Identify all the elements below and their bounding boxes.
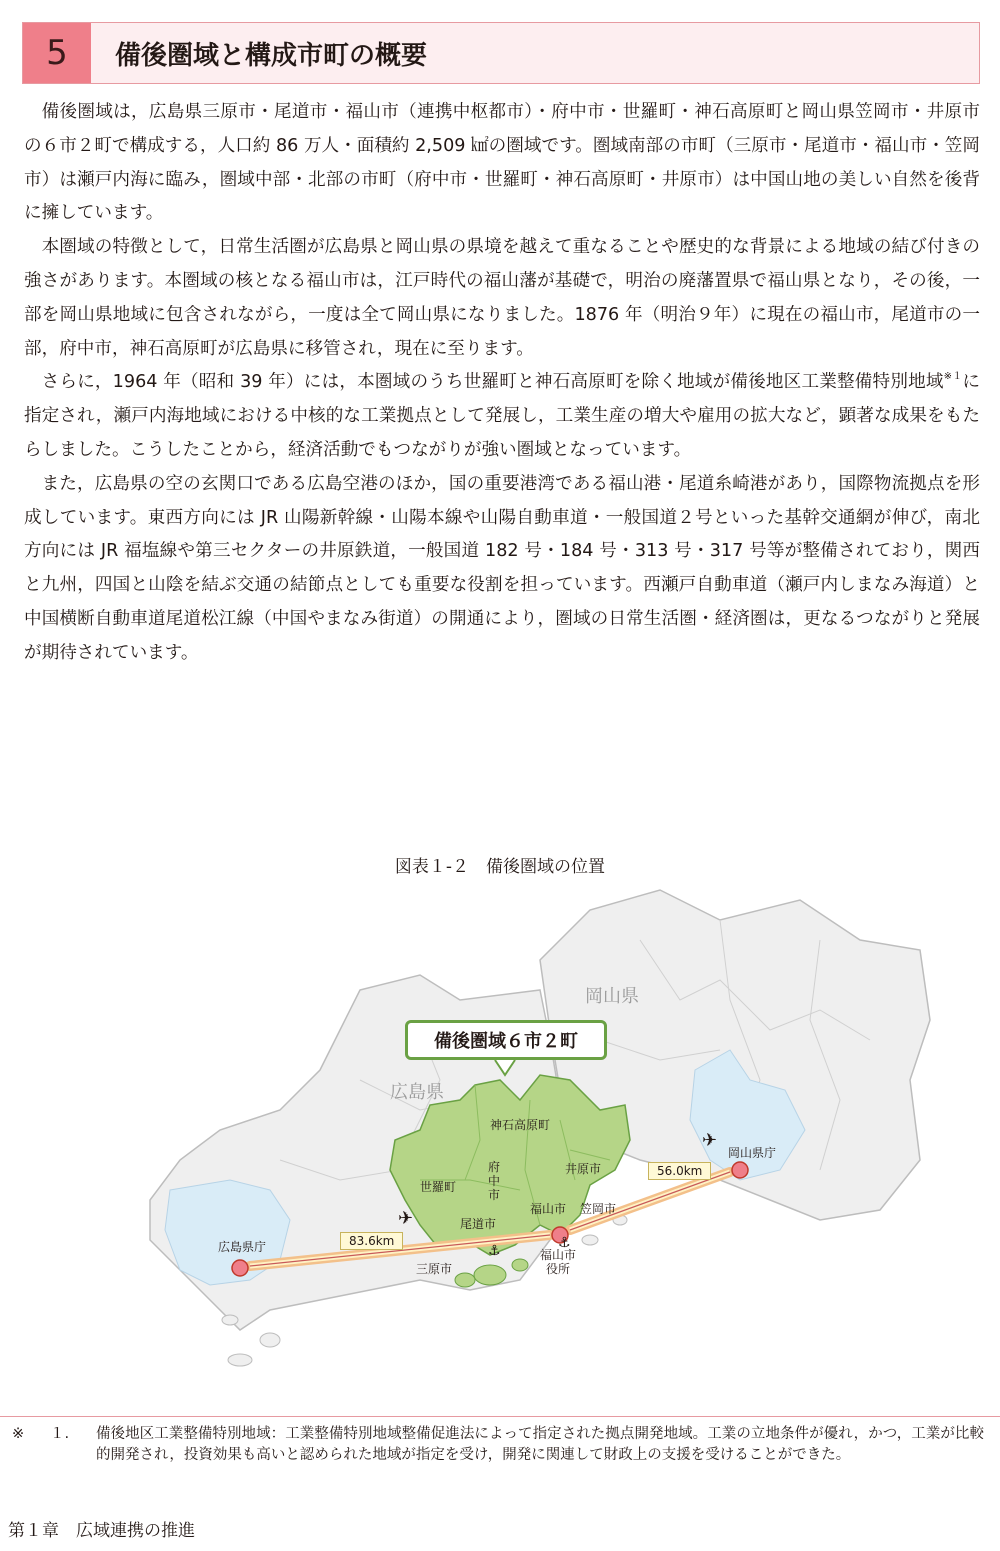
label-fuchu: 府中市: [488, 1160, 501, 1202]
paragraph-3: [24, 366, 980, 467]
label-jinseki: 神石高原町: [490, 1118, 551, 1132]
paragraph-3-before: さらに，1964 年（昭和 39 年）には，本圏域のうち世羅町と神石高原町を除く地域が備後地区工業整備特別地域: [41, 372, 944, 393]
hiroshima-label: 広島県: [390, 1082, 444, 1103]
section-header: [22, 22, 980, 84]
footnote: [12, 1424, 984, 1466]
location-map: [120, 880, 940, 1410]
label-kasaoka: 笠岡市: [580, 1202, 617, 1216]
footnote-text: 備後地区工業整備特別地域：工業整備特別地域整備促進法によって指定された拠点開発地域。工業の立地条件が優れ，かつ，工業が比較的開発され，投資効果も高いと認められた地域が指定を受け，開発に関連して財政上の支援を受けることができた。: [96, 1426, 984, 1463]
port-icon: ⚓: [488, 1243, 501, 1259]
label-mihara: 三原市: [416, 1262, 453, 1276]
label-onomichi: 尾道市: [460, 1217, 497, 1231]
paragraph-3-after: に指定され，瀬戸内海地域における中核的な工業拠点として発展し，工業生産の増大や雇用の拡大など，顕著な成果をもたらしました。こうしたことから，経済活動でもつながりが強い圏域となっています。: [24, 372, 980, 460]
map-graphic: [120, 880, 940, 1410]
label-hiroshima-office: 広島県庁: [218, 1240, 267, 1254]
label-fukuyama-office: 福山市役所: [539, 1248, 576, 1276]
distance-hiroshima: 83.6km: [340, 1232, 403, 1250]
okayama-office-marker: [732, 1162, 748, 1178]
label-sera: 世羅町: [420, 1180, 457, 1194]
body-text: [24, 96, 980, 671]
distance-okayama: 56.0km: [648, 1162, 711, 1180]
paragraph-4: また，広島県の空の玄関口である広島空港のほか，国の重要港湾である福山港・尾道糸崎港があり，国際物流拠点を形成しています。東西方向には JR 山陽新幹線・山陽本線や山陽自動車道・一般国道２号といった基幹交通網が伸び，南北方向には JR 福塩線や第三セクターの井原鉄道，一般国道 182 号・184 号・313 号・317 号等が整備されており，関西と九州，四国と山陰を結ぶ交通の結節点としても重要な役割を担っています。西瀬戸自動車道（瀬戸内しまなみ海道）と中国横断自動車道尾道松江線（中国やまなみ街道）の開通により，圏域の日常生活圏・経済圏は，更なるつながりと発展が期待されています。: [24, 473, 980, 663]
hiroshima-office-marker: [232, 1260, 248, 1276]
figure-caption: 図表１-２ 備後圏域の位置: [394, 857, 606, 877]
footnote-divider: [0, 1416, 1000, 1417]
paragraph-2: 本圏域の特徴として，日常生活圏が広島県と岡山県の県境を越えて重なることや歴史的な背景による地域の結び付きの強さがあります。本圏域の核となる福山市は，江戸時代の福山藩が基礎で，明治の廃藩置県で福山県となり，その後，一部を岡山県地域に包含されながら，一度は全て岡山県になりました。1876 年（明治９年）に現在の福山市，尾道市の一部，府中市，神石高原町が広島県に移管され，現在に至ります。: [24, 237, 980, 359]
section-number: 5: [23, 23, 91, 83]
paragraph-1: 備後圏域は，広島県三原市・尾道市・福山市（連携中枢都市）・府中市・世羅町・神石高原町と岡山県笠岡市・井原市の６市２町で構成する，人口約 86 万人・面積約 2,509 ㎢の圏域です。圏域南部の市町（三原市・尾道市・福山市・笠岡市）は瀬戸内海に臨み，圏域中部・北部の市町（府中市・世羅町・神石高原町・井原市）は中国山地の美しい自然を後背に擁しています。: [24, 102, 980, 224]
okayama-airport-icon: ✈: [702, 1130, 718, 1151]
section-title: 備後圏域と構成市町の概要: [115, 40, 428, 71]
footnote-number: １.: [50, 1426, 70, 1442]
airport-icon: ✈: [398, 1208, 414, 1229]
label-ibara: 井原市: [565, 1162, 602, 1176]
label-okayama-office: 岡山県庁: [728, 1146, 777, 1160]
bingo-callout: 備後圏域６市２町: [405, 1020, 607, 1060]
footnote-ref: ※１: [943, 371, 963, 383]
label-fukuyama: 福山市: [530, 1202, 567, 1216]
footnote-mark: ※: [12, 1426, 25, 1442]
fukuyama-port-icon: ⚓: [558, 1235, 571, 1251]
okayama-label: 岡山県: [585, 986, 639, 1007]
page-footer: 第１章 広域連携の推進: [8, 1521, 195, 1541]
